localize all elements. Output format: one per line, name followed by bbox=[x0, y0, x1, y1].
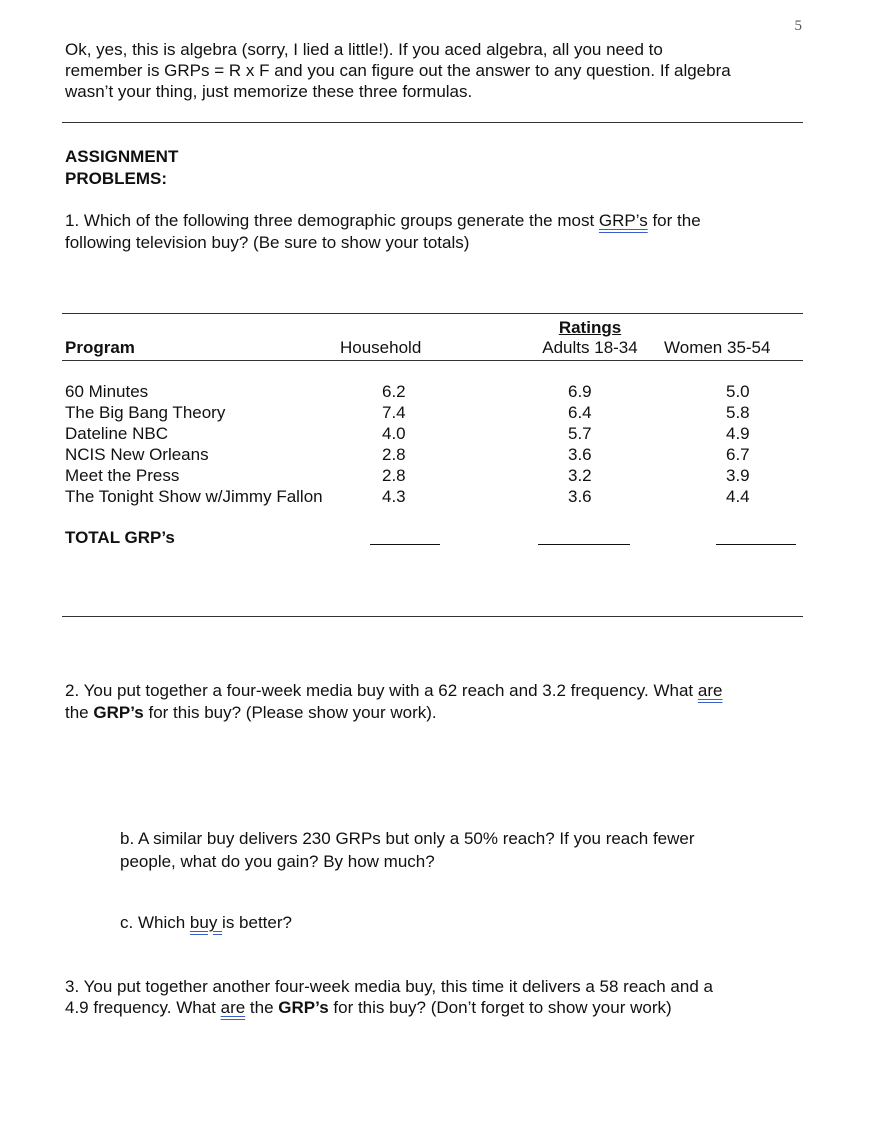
q1-text-pre: 1. Which of the following three demographic groups generate the most bbox=[65, 211, 599, 230]
cell-women: 4.4 bbox=[726, 487, 750, 506]
cell-adults: 3.6 bbox=[568, 487, 592, 506]
heading-line-1: ASSIGNMENT bbox=[65, 147, 179, 166]
q1-term-grps: GRP’s bbox=[598, 211, 648, 230]
section-heading bbox=[65, 146, 805, 190]
table-row bbox=[65, 487, 805, 508]
table-row bbox=[65, 403, 805, 424]
cell-adults: 3.2 bbox=[568, 466, 592, 485]
cell-women: 6.7 bbox=[726, 445, 750, 464]
cell-program: The Tonight Show w/Jimmy Fallon bbox=[65, 487, 323, 506]
divider-after-table bbox=[62, 616, 803, 617]
q3-term-grps: GRP’s bbox=[278, 998, 329, 1017]
ratings-label: Ratings bbox=[558, 318, 622, 337]
question-3-line-1: 3. You put together another four-week media buy, this time it delivers a 58 reach and a bbox=[65, 977, 713, 996]
header-program: Program bbox=[65, 338, 135, 357]
intro-line-3: wasn’t your thing, just memorize these three formulas. bbox=[65, 82, 473, 101]
cell-women: 3.9 bbox=[726, 466, 750, 485]
question-3 bbox=[65, 976, 805, 1018]
question-2b bbox=[120, 827, 800, 873]
cell-household: 2.8 bbox=[382, 445, 406, 464]
table-body bbox=[65, 382, 805, 508]
table-row bbox=[65, 466, 805, 487]
total-grps-label: TOTAL GRP’s bbox=[65, 528, 175, 547]
table-header-rule bbox=[62, 360, 803, 361]
q1-text-post: for the bbox=[647, 211, 701, 230]
question-1-line-1 bbox=[65, 210, 805, 232]
q2-term-grps: GRP’s bbox=[93, 703, 144, 722]
total-household-blank[interactable] bbox=[370, 544, 440, 545]
intro-paragraph bbox=[65, 39, 805, 102]
cell-program: NCIS New Orleans bbox=[65, 445, 209, 464]
header-adults-18-34: Adults 18-34 bbox=[542, 338, 638, 357]
cell-women: 5.0 bbox=[726, 382, 750, 401]
q2-text-post: for this buy? (Please show your work). bbox=[143, 703, 437, 722]
q2c-word-buy: buy bbox=[189, 913, 223, 932]
table-top-rule bbox=[62, 313, 803, 314]
cell-women: 4.9 bbox=[726, 424, 750, 443]
q2-text-the: the bbox=[65, 703, 94, 722]
cell-women: 5.8 bbox=[726, 403, 750, 422]
q3-text-post: for this buy? (Don’t forget to show your work) bbox=[328, 998, 672, 1017]
cell-adults: 3.6 bbox=[568, 445, 592, 464]
heading-line-2: PROBLEMS: bbox=[65, 169, 167, 188]
question-3-line-2 bbox=[65, 997, 805, 1018]
question-1 bbox=[65, 210, 805, 254]
q3-text-pre: 4.9 frequency. What bbox=[65, 998, 221, 1017]
question-2-line-1 bbox=[65, 680, 805, 702]
cell-program: Dateline NBC bbox=[65, 424, 168, 443]
question-2b-line-1: b. A similar buy delivers 230 GRPs but only a 50% reach? If you reach fewer bbox=[120, 829, 695, 848]
cell-adults: 6.9 bbox=[568, 382, 592, 401]
cell-household: 6.2 bbox=[382, 382, 406, 401]
total-adults-blank[interactable] bbox=[538, 544, 630, 545]
q3-text-the: the bbox=[245, 998, 279, 1017]
cell-household: 7.4 bbox=[382, 403, 406, 422]
table-row bbox=[65, 424, 805, 445]
total-women-blank[interactable] bbox=[716, 544, 796, 545]
page-number: 5 bbox=[794, 18, 802, 34]
cell-program: Meet the Press bbox=[65, 466, 180, 485]
intro-line-2: remember is GRPs = R x F and you can figure out the answer to any question. If algebra bbox=[65, 61, 731, 80]
cell-program: The Big Bang Theory bbox=[65, 403, 226, 422]
divider-top bbox=[62, 122, 803, 123]
q2-text-pre: 2. You put together a four-week media buy with a 62 reach and 3.2 frequency. What bbox=[65, 681, 698, 700]
table-row bbox=[65, 445, 805, 466]
question-2c bbox=[120, 911, 800, 934]
question-2-line-2 bbox=[65, 702, 805, 724]
cell-adults: 5.7 bbox=[568, 424, 592, 443]
table-row bbox=[65, 382, 805, 403]
cell-program: 60 Minutes bbox=[65, 382, 149, 401]
q2c-text-post: is better? bbox=[222, 913, 292, 932]
intro-line-1: Ok, yes, this is algebra (sorry, I lied a little!). If you aced algebra, all you need to bbox=[65, 40, 663, 59]
question-2b-line-2: people, what do you gain? By how much? bbox=[120, 852, 435, 871]
q2-word-are: are bbox=[697, 681, 723, 700]
q2c-text-pre: c. Which bbox=[120, 913, 190, 932]
q3-word-are: are bbox=[220, 998, 246, 1017]
cell-adults: 6.4 bbox=[568, 403, 592, 422]
question-1-line-2: following television buy? (Be sure to show your totals) bbox=[65, 233, 470, 252]
cell-household: 4.0 bbox=[382, 424, 406, 443]
cell-household: 2.8 bbox=[382, 466, 406, 485]
header-household: Household bbox=[340, 338, 422, 357]
cell-household: 4.3 bbox=[382, 487, 406, 506]
header-women-35-54: Women 35-54 bbox=[664, 338, 771, 357]
question-2 bbox=[65, 680, 805, 724]
